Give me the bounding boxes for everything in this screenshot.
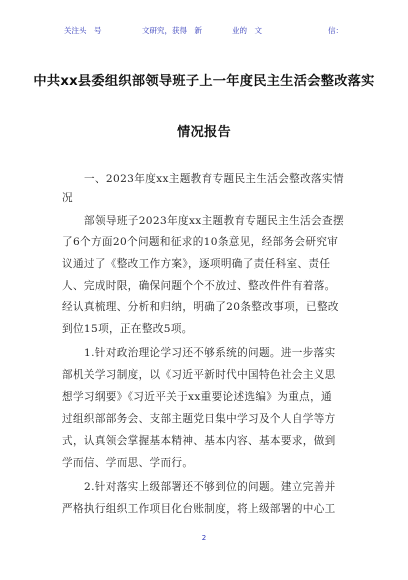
header-text-follow: 关注头 号: [64, 26, 102, 35]
document-title: 中共xx县委组织部领导班子上一年度民主生活会整改落实: [33, 74, 375, 89]
header-text-industry: 业的 文: [232, 26, 262, 35]
paragraph-line: 2.针对落实上级部署还不够到位的问题。建立完善并: [84, 481, 336, 493]
promo-header: [0, 24, 408, 38]
paragraph-line: 严格执行组织工作项目化台账制度，将上级部署的中心工: [62, 503, 336, 515]
paragraph-line: 了6个方面20个问题和征求的10条意见，经部务会研究审: [62, 236, 339, 248]
header-text-research: 文研究，获得 新: [142, 26, 202, 35]
paragraph-line: 议通过了《整改工作方案》，逐项明确了责任科室、责任: [62, 258, 331, 270]
document-subtitle: 情况报告: [177, 125, 231, 140]
paragraph-line: 部领导班子2023年度xx主题教育专题民主生活会查摆: [84, 215, 344, 227]
header-text-wechat: 信：: [328, 26, 347, 35]
section-heading: 一、2023年度xx主题教育专题民主生活会整改落实情: [84, 173, 344, 185]
paragraph-line: 到位15项，正在整改5项。: [62, 323, 193, 335]
paragraph-line: 经认真梳理、分析和归纳，明确了20条整改事项，已整改: [62, 301, 339, 313]
paragraph-line: 过组织部部务会、支部主题党日集中学习及个人自学等方: [62, 413, 336, 425]
paragraph-line: 想学习纲要》《习近平关于xx重要论述选编》为重点，通: [62, 391, 332, 403]
paragraph-line: 1.针对政治理论学习还不够系统的问题。进一步落实: [84, 347, 336, 359]
paragraph-line: 部机关学习制度，以《习近平新时代中国特色社会主义思: [62, 369, 336, 381]
paragraph-line: 式，认真领会掌握基本精神、基本内容、基本要求，做到: [62, 435, 336, 447]
paragraph-line: 人、完成时限，确保问题个个不放过、整改件件有着落。: [62, 280, 336, 292]
section-heading-cont: 况: [62, 192, 73, 204]
page-number: 2: [201, 534, 207, 542]
paragraph-line: 学而信、学而思、学而行。: [62, 457, 194, 469]
